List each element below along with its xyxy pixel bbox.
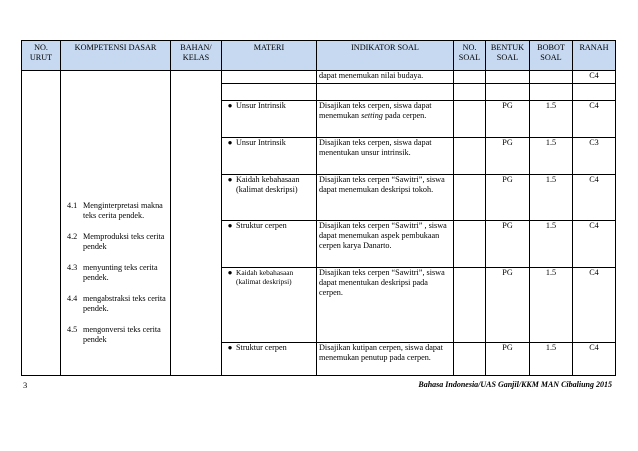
cell-bentuk: PG xyxy=(486,221,530,268)
cell-ranah: C4 xyxy=(573,221,616,268)
page-number: 3 xyxy=(23,380,28,390)
cell-indikator: Disajikan teks cerpen “Sawitri”, siswa dapat menentukan deskripsi pada cerpen. xyxy=(317,268,454,343)
cell-materi: ● Unsur Intrinsik xyxy=(222,101,317,138)
header-row xyxy=(22,41,616,71)
cell-bentuk: PG xyxy=(486,101,530,138)
header-bahan-kelas: BAHAN/ KELAS xyxy=(171,41,222,71)
cell-indikator: Disajikan teks cerpen, siswa dapat menentukan unsur intrinsik. xyxy=(317,138,454,175)
cell-indikator: Disajikan kutipan cerpen, siswa dapat menemukan penutup pada cerpen. xyxy=(317,343,454,376)
cell-bobot: 1.5 xyxy=(530,221,573,268)
cell-bobot: 1.5 xyxy=(530,101,573,138)
cell-materi: ● Struktur cerpen xyxy=(222,343,317,376)
kompetensi-list xyxy=(67,201,169,356)
cell-bobot: 1.5 xyxy=(530,175,573,221)
cell-bentuk: PG xyxy=(486,175,530,221)
cell-materi: ● Unsur Intrinsik xyxy=(222,138,317,175)
cell-no-soal xyxy=(454,221,486,268)
cell-no-urut xyxy=(22,71,61,376)
cell-no-soal xyxy=(454,71,486,84)
cell-ranah: C4 xyxy=(573,343,616,376)
list-item: 4.2 Memproduksi teks cerita pendek xyxy=(67,232,165,251)
header-kompetensi-dasar: KOMPETENSI DASAR xyxy=(61,41,171,71)
cell-ranah: C4 xyxy=(573,175,616,221)
cell-indikator: Disajikan teks cerpen “Sawitri”, siswa dapat menemukan deskripsi tokoh. xyxy=(317,175,454,221)
cell-materi xyxy=(222,84,317,101)
header-bobot-soal: BOBOT SOAL xyxy=(530,41,573,71)
bullet-icon: ● xyxy=(227,175,233,184)
bullet-icon: ● xyxy=(227,221,233,230)
list-item: 4.5 mengonversi teks cerita pendek xyxy=(67,325,161,344)
header-no-soal: NO. SOAL xyxy=(454,41,486,71)
cell-bobot xyxy=(530,84,573,101)
cell-ranah: C4 xyxy=(573,268,616,343)
header-indikator-soal: INDIKATOR SOAL xyxy=(317,41,454,71)
cell-bobot xyxy=(530,71,573,84)
bullet-icon: ● xyxy=(227,268,233,277)
header-no-urut: NO. URUT xyxy=(22,41,61,71)
cell-materi xyxy=(222,71,317,84)
cell-bobot: 1.5 xyxy=(530,268,573,343)
header-materi: MATERI xyxy=(222,41,317,71)
cell-indikator: Disajikan teks cerpen “Sawitri” , siswa dapat menemukan aspek pembukaan cerpen karya Danarto. xyxy=(317,221,454,268)
cell-ranah: C3 xyxy=(573,138,616,175)
list-item: 4.3 menyunting teks cerita pendek. xyxy=(67,263,158,282)
bullet-icon: ● xyxy=(227,343,233,352)
cell-no-soal xyxy=(454,343,486,376)
bullet-icon: ● xyxy=(227,138,233,147)
cell-ranah xyxy=(573,84,616,101)
cell-indikator xyxy=(317,84,454,101)
kisi-kisi-table xyxy=(21,40,616,376)
cell-kompetensi-dasar xyxy=(61,71,171,376)
cell-bentuk: PG xyxy=(486,343,530,376)
cell-bobot: 1.5 xyxy=(530,138,573,175)
table-row xyxy=(22,71,616,84)
cell-no-soal xyxy=(454,175,486,221)
cell-bahan-kelas xyxy=(171,71,222,376)
cell-no-soal xyxy=(454,268,486,343)
cell-indikator: dapat menemukan nilai budaya. xyxy=(317,71,454,84)
cell-bentuk xyxy=(486,71,530,84)
cell-ranah: C4 xyxy=(573,101,616,138)
footer-title: Bahasa Indonesia/UAS Ganjil/KKM MAN Cibaliung 2015 xyxy=(418,380,612,389)
cell-bobot: 1.5 xyxy=(530,343,573,376)
cell-materi: ● Kaidah kebahasaan (kalimat deskripsi) xyxy=(222,175,317,221)
cell-bentuk: PG xyxy=(486,268,530,343)
cell-no-soal xyxy=(454,84,486,101)
cell-materi: ● Struktur cerpen xyxy=(222,221,317,268)
bullet-icon: ● xyxy=(227,101,233,110)
header-ranah: RANAH xyxy=(573,41,616,71)
list-item: 4.4 mengabstraksi teks cerita pendek. xyxy=(67,294,166,313)
header-bentuk-soal: BENTUK SOAL xyxy=(486,41,530,71)
list-item: 4.1 Menginterpretasi makna teks cerita pendek. xyxy=(67,201,163,220)
cell-ranah: C4 xyxy=(573,71,616,84)
cell-materi: ● Kaidah kebahasaan (kalimat deskripsi) xyxy=(222,268,317,343)
cell-indikator: Disajikan teks cerpen, siswa dapat menemukan setting pada cerpen. xyxy=(317,101,454,138)
cell-bentuk xyxy=(486,84,530,101)
cell-no-soal xyxy=(454,138,486,175)
cell-no-soal xyxy=(454,101,486,138)
cell-bentuk: PG xyxy=(486,138,530,175)
